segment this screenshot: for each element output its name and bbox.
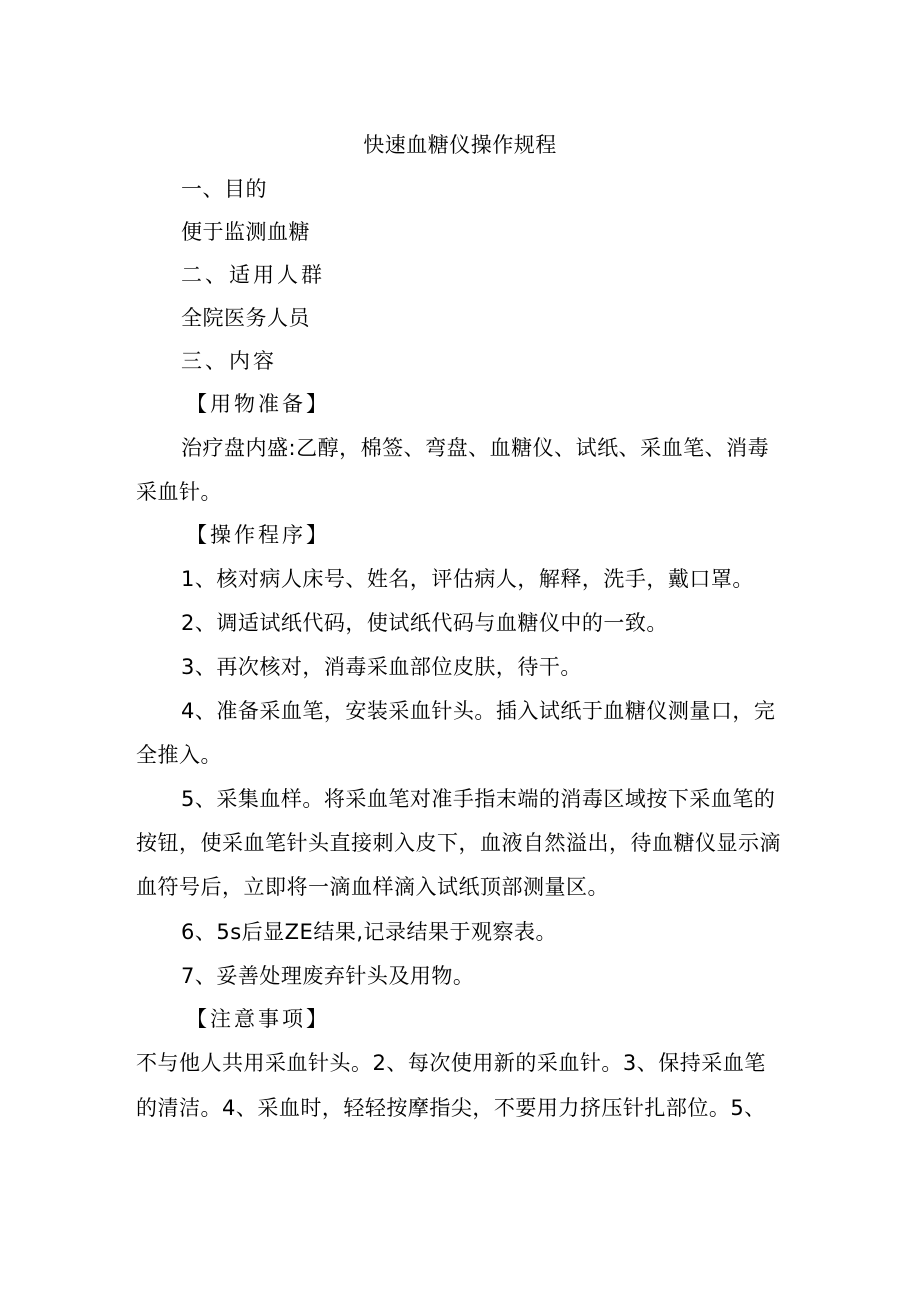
materials-line-2: 采血针。: [136, 480, 222, 504]
procedure-step-2: 2、调适试纸代码，使试纸代码与血糖仪中的一致。: [181, 611, 668, 635]
procedure-step-7: 7、妥善处理废弃针头及用物。: [181, 964, 475, 988]
document-title: 快速血糖仪操作规程: [363, 133, 557, 157]
procedure-step-6: 6、5s后显ZE结果,记录结果于观察表。: [181, 920, 557, 944]
notes-line-2: 的清洁。4、采血时，轻轻按摩指尖，不要用力挤压针扎部位。5、: [136, 1096, 766, 1120]
purpose-heading: 一、目的: [181, 177, 267, 201]
procedure-step-5-line-3: 血符号后，立即将一滴血样滴入试纸顶部测量区。: [136, 875, 609, 899]
materials-line-1: 治疗盘内盛:乙醇，棉签、弯盘、血糖仪、试纸、采血笔、消毒: [181, 436, 770, 460]
purpose-text: 便于监测血糖: [181, 220, 310, 244]
procedure-step-5-line-1: 5、采集血样。将采血笔对准手指末端的消毒区域按下采血笔的: [181, 787, 776, 811]
audience-text: 全院医务人员: [181, 306, 310, 330]
procedure-step-1: 1、核对病人床号、姓名，评估病人，解释，洗手，戴口罩。: [181, 567, 754, 591]
notes-heading: 【注意事项】: [186, 1007, 330, 1031]
audience-heading: 二、适用人群: [181, 263, 325, 287]
procedure-step-4-line-1: 4、准备采血笔，安装采血针头。插入试纸于血糖仪测量口，完: [181, 699, 776, 723]
content-heading: 三、内容: [181, 349, 277, 373]
notes-line-1: 不与他人共用采血针头。2、每次使用新的采血针。3、保持采血笔: [136, 1051, 766, 1075]
procedure-heading: 【操作程序】: [186, 523, 330, 547]
procedure-step-5-line-2: 按钮，使采血笔针头直接刺入皮下，血液自然溢出，待血糖仪显示滴: [136, 831, 781, 855]
materials-heading: 【用物准备】: [186, 392, 330, 416]
procedure-step-4-line-2: 全推入。: [136, 743, 222, 767]
procedure-step-3: 3、再次核对，消毒采血部位皮肤，待干。: [181, 655, 582, 679]
